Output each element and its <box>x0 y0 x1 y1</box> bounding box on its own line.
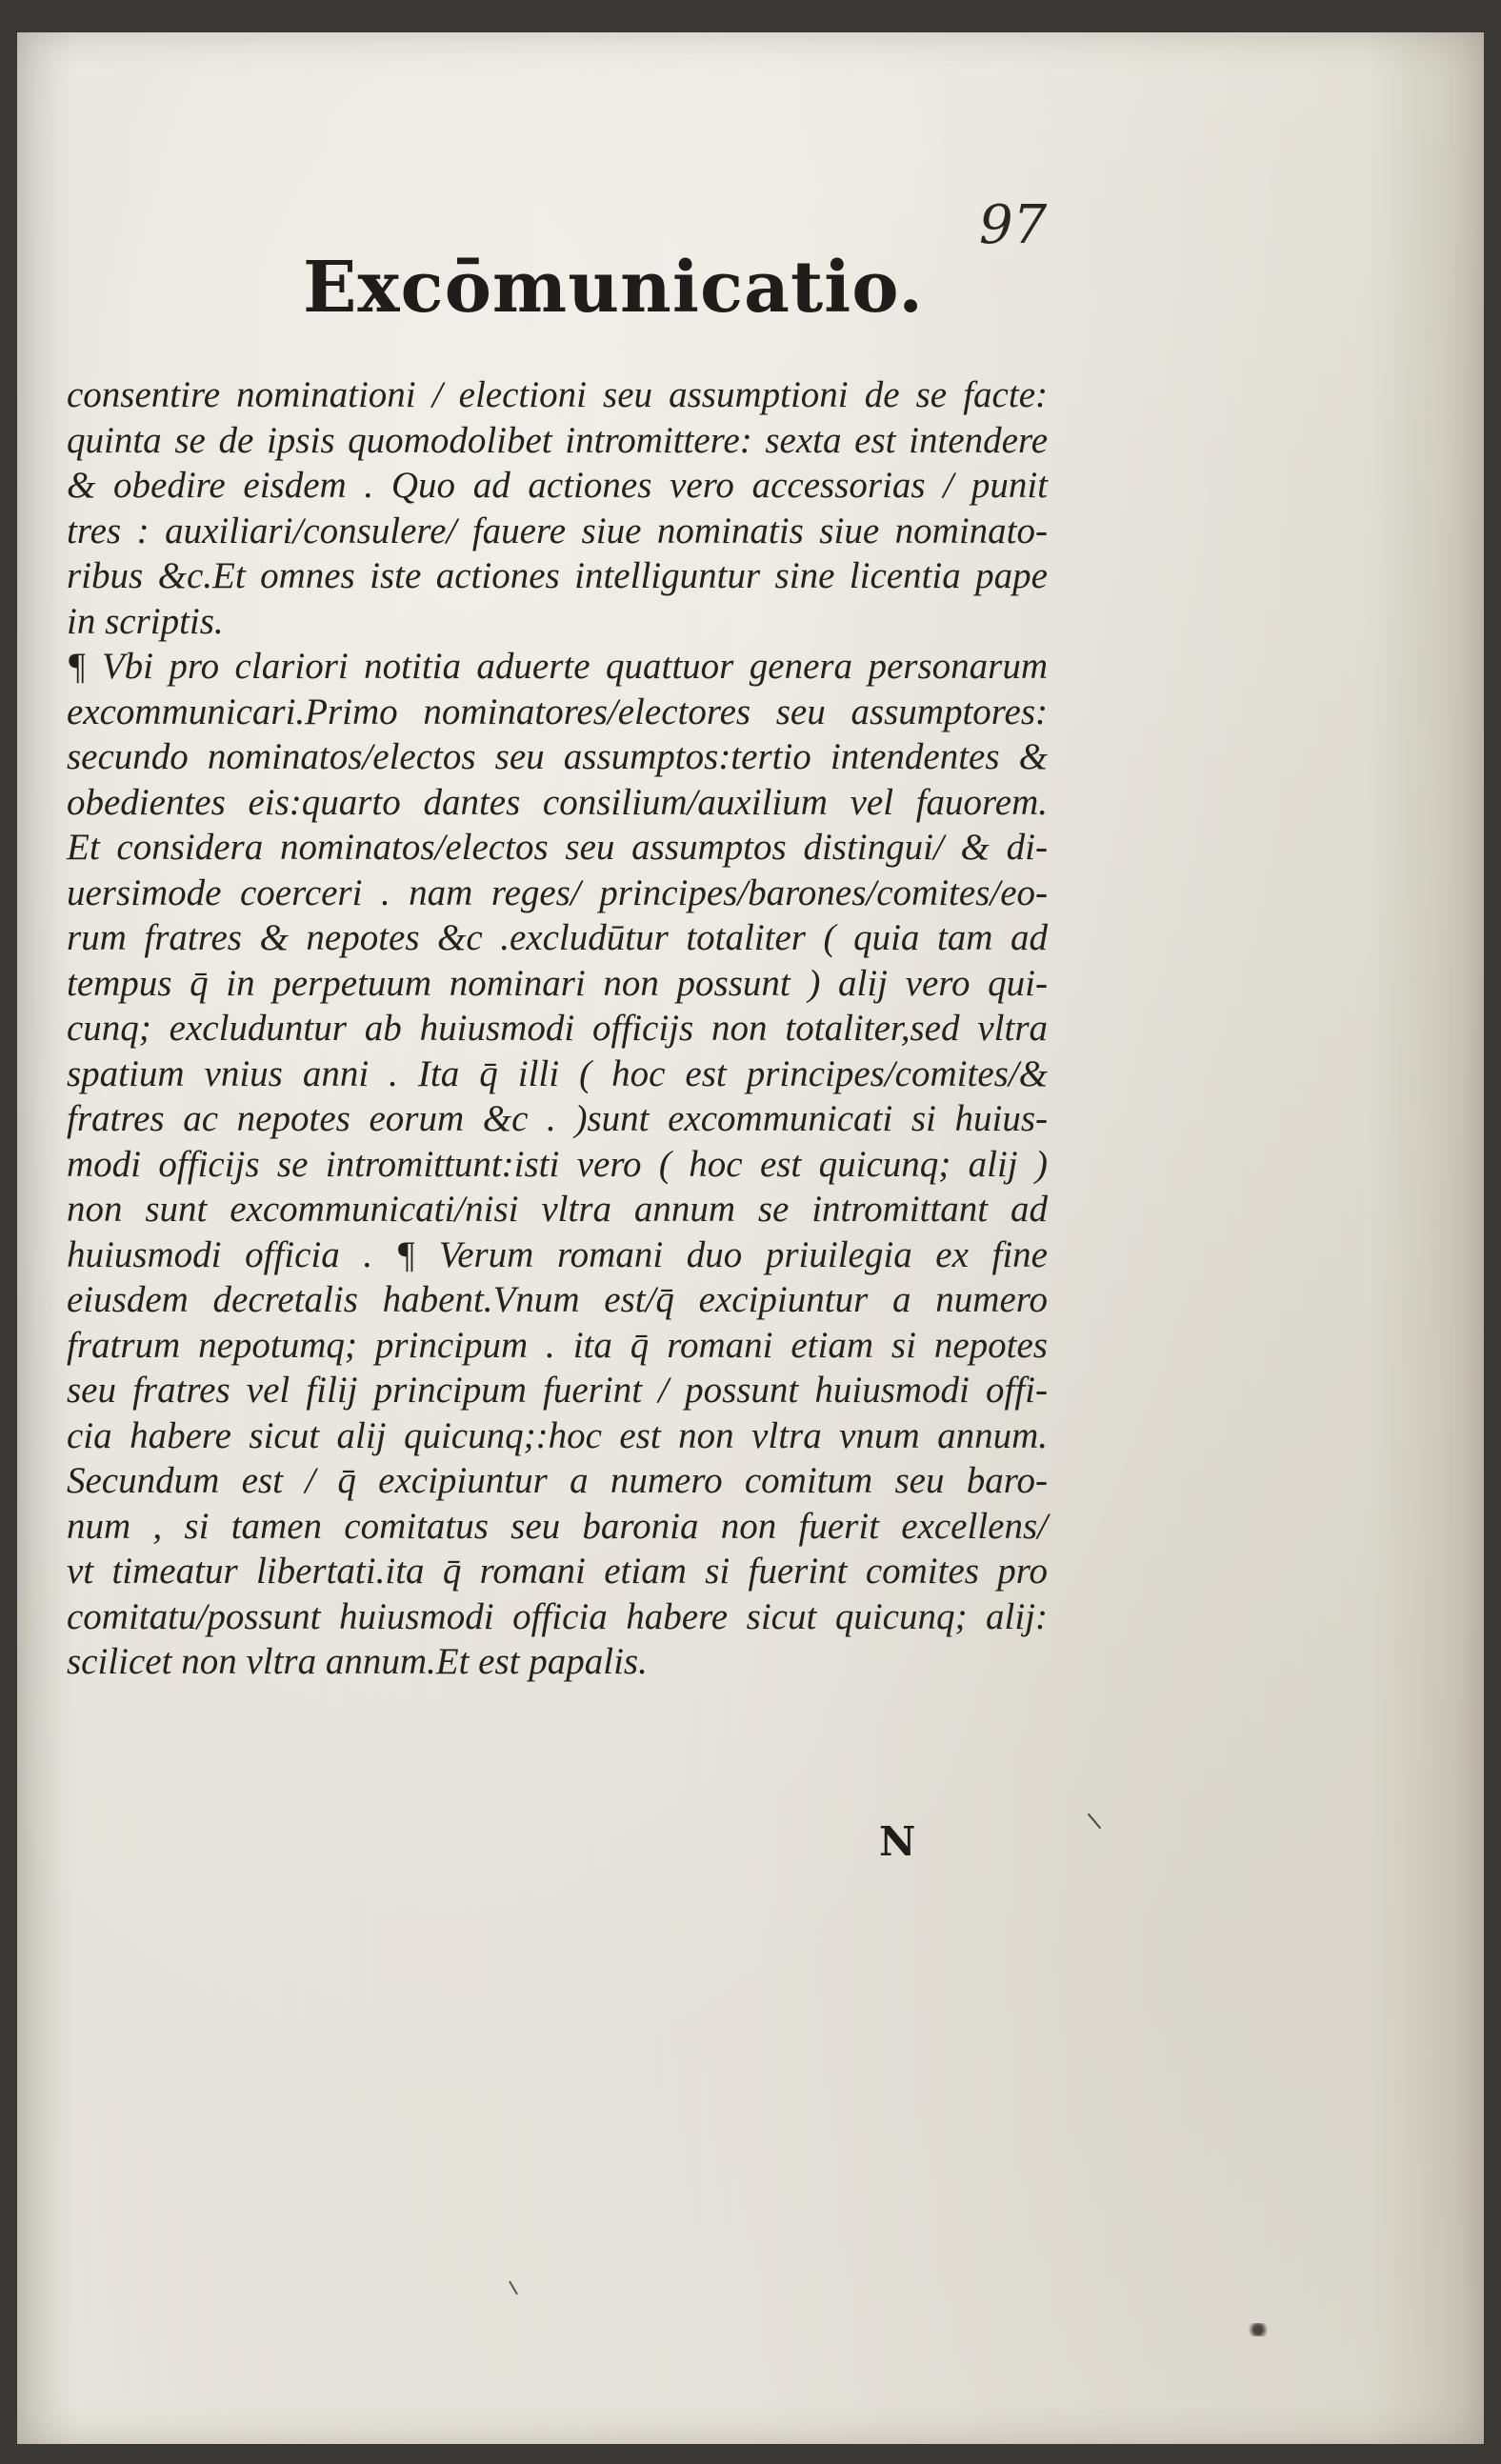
text-line: fratrum nepotumq; principum . ita q̄ romani etiam si nepotes <box>67 1324 1048 1366</box>
text-line: quinta se de ipsis quomodolibet intromittere: sexta est intendere <box>67 419 1048 461</box>
text-line: tempus q̄ in perpetuum nominari non possunt ) alij vero qui- <box>67 962 1048 1004</box>
ink-speck <box>509 2281 518 2295</box>
text-line: spatium vnius anni . Ita q̄ illi ( hoc est principes/comites/& <box>67 1052 1048 1094</box>
ink-speck <box>1246 2323 1271 2336</box>
text-line: Secundum est / q̄ excipiuntur a numero comitum seu baro- <box>67 1460 1048 1501</box>
text-line: vt timeatur libertati.ita q̄ romani etiam si fuerint comites pro <box>67 1551 1048 1592</box>
text-line: & obedire eisdem . Quo ad actiones vero accessorias / punit <box>67 465 1048 506</box>
text-line: secundo nominatos/electos seu assumptos:tertio intendentes & <box>67 736 1048 777</box>
signature-mark: N <box>879 1818 916 1865</box>
text-line: cunq; excluduntur ab huiusmodi officijs non totaliter,sed vltra <box>67 1008 1048 1049</box>
text-line: huiusmodi officia . ¶ Verum romani duo priuilegia ex fine <box>67 1233 1048 1275</box>
text-line: obedientes eis:quarto dantes consilium/auxilium vel fauorem. <box>67 781 1048 823</box>
text-line: fratres ac nepotes eorum &c . )sunt excommunicati si huius- <box>67 1098 1048 1139</box>
text-line: excommunicari.Primo nominatores/electores seu assumptores: <box>67 691 1048 732</box>
text-line: Et considera nominatos/electos seu assumptos distingui/ & di- <box>67 827 1048 868</box>
text-line: ¶ Vbi pro clariori notitia aduerte quattuor genera personarum <box>67 646 1048 687</box>
text-line: eiusdem decretalis habent.Vnum est/q̄ excipiuntur a numero <box>67 1279 1048 1320</box>
running-head: Excōmunicatio. <box>303 247 925 329</box>
text-line: ribus &c.Et omnes iste actiones intelliguntur sine licentia pape <box>67 555 1048 596</box>
text-line: num , si tamen comitatus seu baronia non fuerit excellens/ <box>67 1505 1048 1547</box>
text-line: consentire nominationi / electioni seu assumptioni de se facte: <box>67 374 1048 415</box>
ink-speck <box>1088 1813 1101 1830</box>
book-page <box>17 32 1484 2444</box>
page-number: 97 <box>979 194 1048 256</box>
text-line: scilicet non vltra annum.Et est papalis. <box>67 1641 648 1682</box>
text-line: seu fratres vel filij principum fuerint / possunt huiusmodi offi- <box>67 1370 1048 1411</box>
text-line: modi officijs se intromittunt:isti vero ( hoc est quicunq; alij ) <box>67 1143 1048 1185</box>
body-text <box>67 372 1048 1685</box>
text-line: rum fratres & nepotes &c .excludūtur totaliter ( quia tam ad <box>67 917 1048 958</box>
text-line: uersimode coerceri . nam reges/ principes/barones/comites/eo- <box>67 871 1048 913</box>
text-line: non sunt excommunicati/nisi vltra annum se intromittant ad <box>67 1189 1048 1230</box>
text-line: cia habere sicut alij quicunq;:hoc est non vltra vnum annum. <box>67 1414 1048 1456</box>
text-line: comitatu/possunt huiusmodi officia habere sicut quicunq; alij: <box>67 1595 1048 1637</box>
text-line: in scriptis. <box>67 600 224 642</box>
text-line: tres : auxiliari/consulere/ fauere siue nominatis siue nominato- <box>67 510 1048 551</box>
